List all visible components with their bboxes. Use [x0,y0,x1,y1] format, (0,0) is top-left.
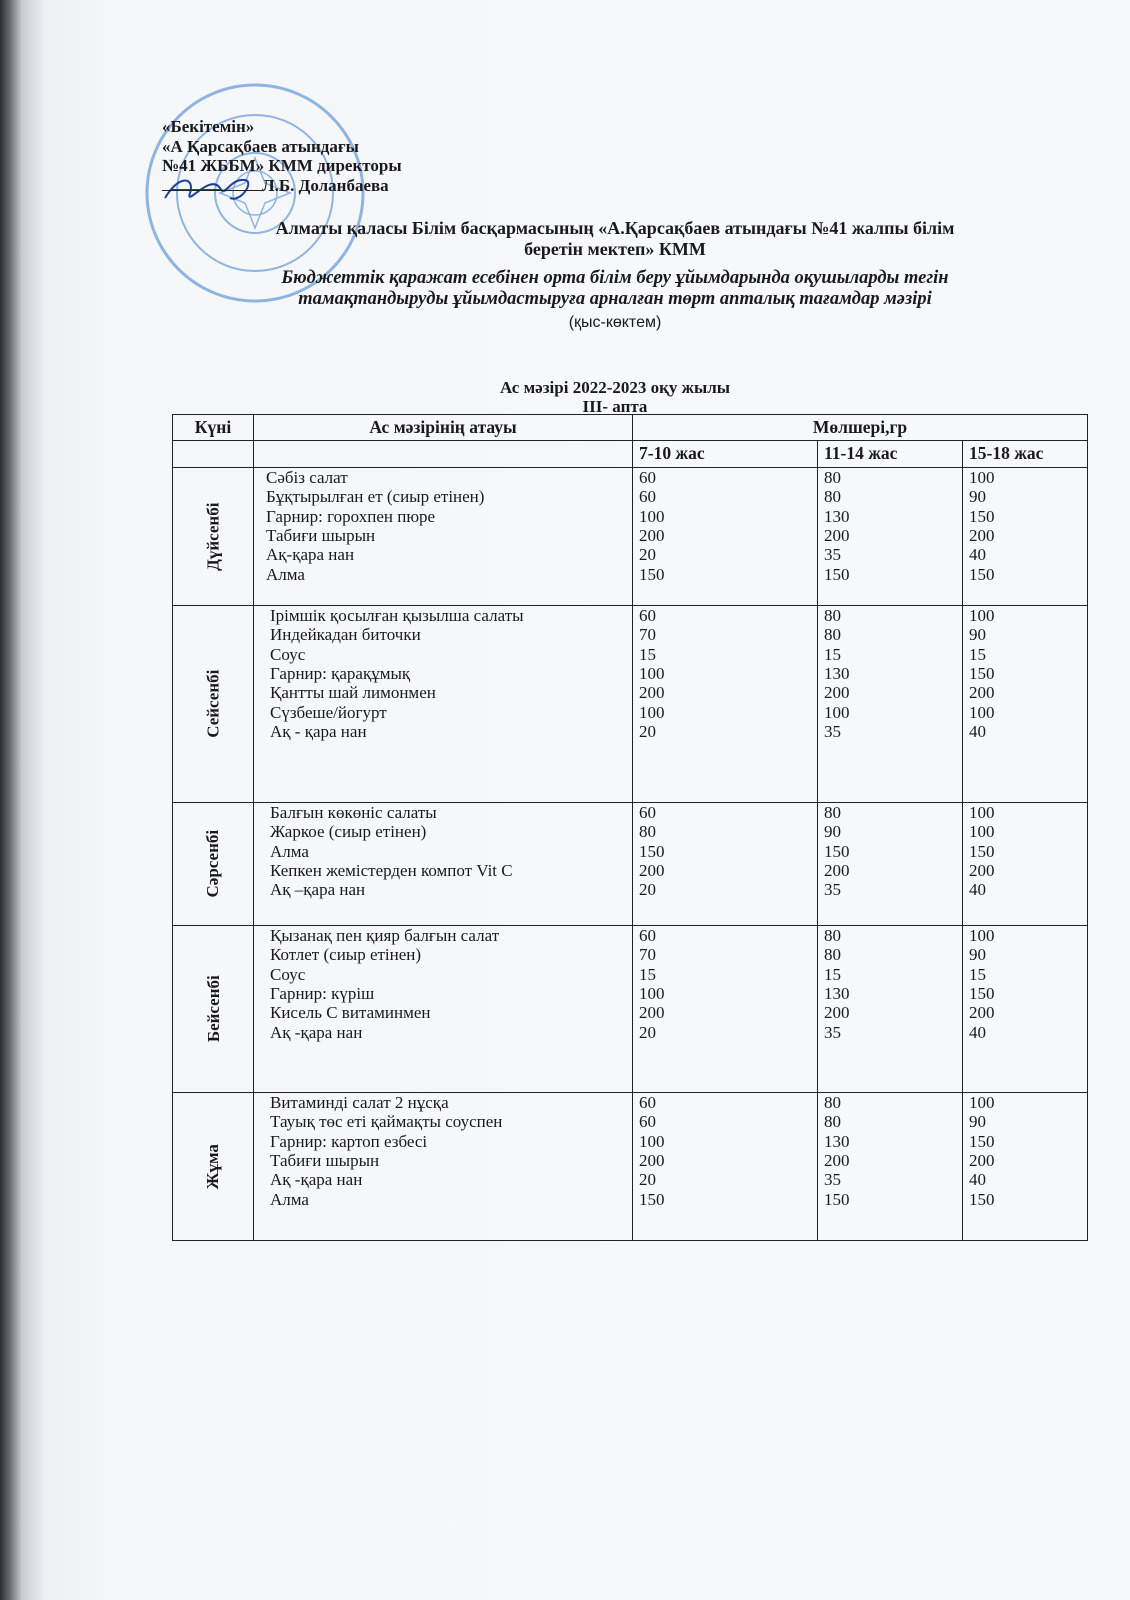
amount-value: 200 [969,861,995,881]
amount-value: 40 [969,1170,986,1190]
amount-value: 90 [824,822,841,842]
amount-value: 20 [639,880,656,900]
amount-value: 150 [639,841,665,861]
director-name: Л.Б. Доланбаева [262,175,389,195]
day-label: Жұма [203,1143,223,1189]
amount-value: 150 [969,664,995,684]
amount-value: 130 [824,984,850,1004]
amount-value: 80 [824,925,841,945]
amount-value: 80 [824,487,841,507]
amount-value: 40 [969,880,986,900]
org-title [150,218,1080,260]
amount-value: 200 [969,1151,995,1171]
amount-value: 130 [824,664,850,684]
amount-value: 40 [969,722,986,742]
menu-item: Ірімшік қосылған қызылша салаты [270,605,524,625]
amount-cell [818,925,963,1092]
amount-value: 20 [639,545,656,565]
amount-value: 60 [639,1112,656,1132]
signature-line [162,176,262,191]
menu-item: Жаркое (сиыр етінен) [270,822,427,842]
amount-value: 90 [969,625,986,645]
amount-value: 35 [824,545,841,565]
amount-value: 35 [824,722,841,742]
amount-cell [818,802,963,925]
menu-item: Алма [270,1189,309,1209]
menu-item: Қызанақ пен қияр балғын салат [270,925,500,945]
amount-value: 80 [824,467,841,487]
amount-value: 200 [639,526,665,546]
table-row [173,802,1088,925]
amount-value: 150 [639,564,665,584]
menu-item: Соус [270,644,306,664]
day-label: Сәрсенбі [203,830,223,898]
amount-value: 90 [969,487,986,507]
amount-cell [963,925,1088,1092]
amount-value: 200 [824,683,850,703]
amount-cell [963,605,1088,802]
approval-line: «А Қарсақбаев атындағы [162,136,359,156]
amount-value: 100 [969,1092,995,1112]
amount-value: 130 [824,506,850,526]
menu-items-cell [254,467,633,605]
amount-value: 200 [824,1151,850,1171]
amount-cell [963,467,1088,605]
amount-value: 80 [824,945,841,965]
amount-value: 100 [969,702,995,722]
menu-item: Соус [270,964,306,984]
amount-value: 70 [639,945,656,965]
menu-item: Табиғи шырын [266,526,376,546]
amount-value: 90 [969,1112,986,1132]
amount-value: 100 [969,605,995,625]
table-row [173,605,1088,802]
amount-value: 60 [639,925,656,945]
amount-value: 200 [969,683,995,703]
amount-value: 80 [824,605,841,625]
amount-value: 200 [639,683,665,703]
menu-items-cell [254,802,633,925]
menu-item: Ақ –қара нан [270,880,366,900]
amount-value: 200 [639,1003,665,1023]
amount-value: 100 [639,702,665,722]
amount-value: 200 [969,1003,995,1023]
amount-value: 80 [824,802,841,822]
menu-item: Индейкадан биточки [270,625,421,645]
amount-value: 60 [639,467,656,487]
col-day-header: Күні [173,415,254,441]
amount-value: 150 [969,1189,995,1209]
menu-item: Витаминді салат 2 нұсқа [270,1092,449,1112]
amount-value: 100 [639,506,665,526]
amount-value: 100 [639,1131,665,1151]
menu-item: Сүзбеше/йогурт [270,702,387,722]
amount-cell [818,605,963,802]
menu-item: Котлет (сиыр етінен) [270,945,422,965]
day-cell [173,1092,254,1240]
amount-value: 150 [824,1189,850,1209]
org-line-2: беретін мектеп» КММ [524,239,706,259]
amount-value: 150 [824,564,850,584]
amount-value: 100 [824,702,850,722]
amount-value: 60 [639,1092,656,1112]
amount-value: 15 [824,964,841,984]
amount-value: 35 [824,1170,841,1190]
menu-item: Ақ-қара нан [266,545,355,565]
menu-item: Тауық төс еті қаймақты соуспен [270,1112,503,1132]
menu-items-cell [254,1092,633,1240]
table-row [173,467,1088,605]
amount-cell [963,802,1088,925]
day-cell [173,467,254,605]
amount-value: 150 [969,564,995,584]
amount-value: 60 [639,605,656,625]
day-cell [173,802,254,925]
approval-block [162,117,402,195]
menu-table [172,414,1088,1241]
amount-cell [633,467,818,605]
amount-value: 80 [639,822,656,842]
amount-cell [633,802,818,925]
amount-value: 200 [824,1003,850,1023]
menu-item: Кисель С витаминмен [270,1003,431,1023]
age-header: 7-10 жас [633,441,818,467]
menu-item: Гарнир: қарақұмық [270,664,411,684]
col-amount-header: Мөлшері,гр [633,415,1088,441]
table-row [173,1092,1088,1240]
menu-item: Табиғи шырын [270,1151,380,1171]
amount-value: 100 [969,822,995,842]
menu-item: Гарнир: картоп езбесі [270,1131,428,1151]
amount-value: 200 [969,526,995,546]
amount-cell [633,605,818,802]
amount-value: 80 [824,625,841,645]
amount-value: 200 [824,526,850,546]
amount-value: 150 [969,841,995,861]
menu-year: Ас мәзірі 2022-2023 оқу жылы [499,378,731,397]
amount-value: 15 [639,644,656,664]
amount-value: 200 [824,861,850,881]
subtitle-line-1: Бюджеттік қаражат есебінен орта білім беру ұйымдарында оқушыларды тегін [281,268,949,288]
amount-value: 90 [969,945,986,965]
amount-cell [963,1092,1088,1240]
amount-value: 80 [824,1112,841,1132]
amount-value: 100 [969,467,995,487]
season: (қыс-көктем) [568,314,662,331]
document-subtitle [150,268,1080,310]
amount-cell [818,1092,963,1240]
menu-item: Қантты шай лимонмен [270,683,436,703]
amount-value: 200 [639,1151,665,1171]
amount-value: 60 [639,802,656,822]
amount-value: 15 [969,644,986,664]
menu-item: Ақ - қара нан [270,722,367,742]
menu-item: Алма [266,564,305,584]
amount-cell [818,467,963,605]
menu-item: Балғын көкөніс салаты [270,802,437,822]
day-label: Бейсенбі [203,975,223,1043]
amount-value: 15 [969,964,986,984]
menu-items-cell [254,925,633,1092]
amount-value: 130 [824,1131,850,1151]
amount-value: 150 [969,984,995,1004]
menu-item: Алма [270,841,309,861]
menu-item: Гарнир: горохпен пюре [266,506,436,526]
age-header: 11-14 жас [818,441,963,467]
amount-value: 150 [969,506,995,526]
amount-value: 15 [824,644,841,664]
menu-item: Ақ -қара нан [270,1022,363,1042]
day-label: Дүйсенбі [203,502,223,571]
menu-item: Гарнир: күріш [270,984,375,1004]
menu-item: Кепкен жемістерден компот Vit C [270,861,513,881]
age-header: 15-18 жас [963,441,1088,467]
col-menu-header: Ас мәзірінің атауы [254,415,633,441]
amount-value: 100 [639,984,665,1004]
week-label: ІІІ- апта [582,397,648,416]
amount-value: 15 [639,964,656,984]
amount-value: 150 [824,841,850,861]
amount-value: 100 [969,802,995,822]
menu-items-cell [254,605,633,802]
amount-value: 150 [639,1189,665,1209]
table-row [173,925,1088,1092]
amount-value: 60 [639,487,656,507]
menu-heading [150,378,1080,416]
approval-line: №41 ЖББМ» КММ директоры [162,156,402,175]
amount-cell [633,1092,818,1240]
amount-value: 35 [824,1022,841,1042]
amount-value: 80 [824,1092,841,1112]
amount-value: 40 [969,1022,986,1042]
amount-cell [633,925,818,1092]
approval-line: «Бекітемін» [162,117,255,136]
amount-value: 150 [969,1131,995,1151]
amount-value: 70 [639,625,656,645]
day-cell [173,925,254,1092]
amount-value: 100 [969,925,995,945]
menu-item: Бұқтырылған ет (сиыр етінен) [266,487,485,507]
menu-item: Ақ -қара нан [270,1170,363,1190]
subtitle-line-2: тамақтандыруды ұйымдастыруға арналған төрт апталық тағамдар мәзірі [298,289,932,309]
amount-value: 35 [824,880,841,900]
org-line-1: Алматы қаласы Білім басқармасының «А.Қарсақбаев атындағы №41 жалпы білім [275,218,955,238]
amount-value: 200 [639,861,665,881]
day-cell [173,605,254,802]
amount-value: 100 [639,664,665,684]
amount-value: 20 [639,1170,656,1190]
amount-value: 20 [639,722,656,742]
amount-value: 20 [639,1022,656,1042]
amount-value: 40 [969,545,986,565]
menu-item: Сәбіз салат [266,467,348,487]
day-label: Сейсенбі [203,669,223,738]
